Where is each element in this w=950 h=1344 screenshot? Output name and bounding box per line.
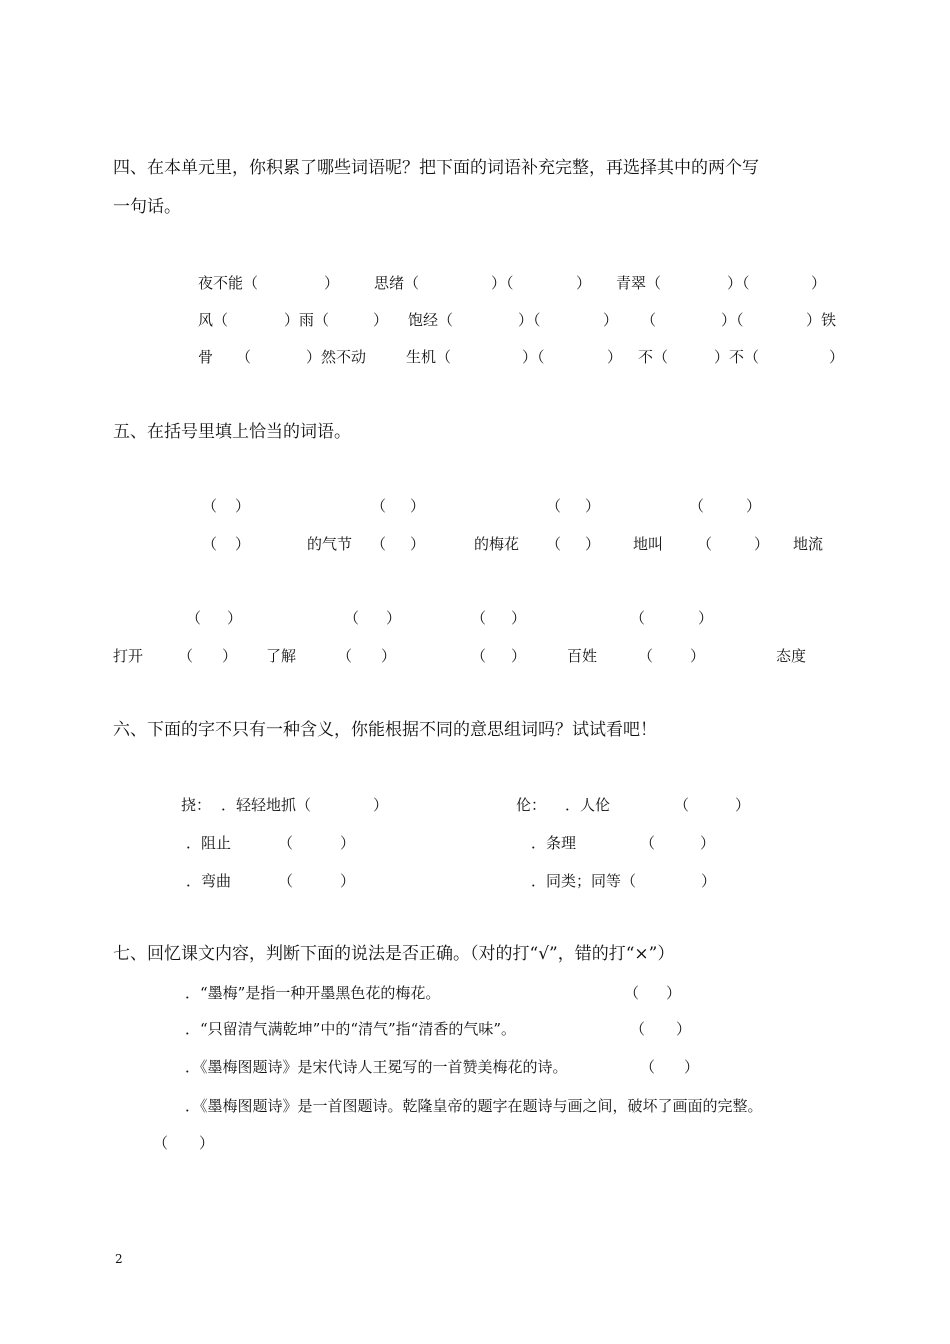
word-blank[interactable]: ） bbox=[324, 274, 340, 292]
blank-paren[interactable]: （ bbox=[471, 609, 487, 627]
blank-paren[interactable]: ） bbox=[746, 497, 762, 515]
section-4-title-line2: 一句话。 bbox=[113, 197, 181, 217]
statement-text: ．《墨梅图题诗》是宋代诗人王冕写的一首赞美梅花的诗。 bbox=[185, 1058, 568, 1076]
blank-paren[interactable]: ） bbox=[585, 497, 601, 515]
phrase-text: 了解 bbox=[266, 647, 297, 665]
word-blank[interactable]: 不（ bbox=[638, 348, 669, 366]
blank-paren[interactable]: （ bbox=[546, 497, 562, 515]
word-blank[interactable]: ） bbox=[576, 274, 592, 292]
char-lun-label: 伦： bbox=[516, 796, 547, 814]
meaning-blank[interactable]: （ bbox=[278, 872, 294, 890]
word-blank[interactable]: ）雨（ bbox=[284, 311, 330, 329]
meaning-blank[interactable]: ．轻轻地抓（ bbox=[221, 796, 312, 814]
phrase-text: 地流 bbox=[793, 535, 824, 553]
word-blank[interactable]: ） bbox=[607, 348, 623, 366]
blank-paren[interactable]: ） bbox=[410, 497, 426, 515]
statement-text: ．“只留清气满乾坤”中的“清气”指“清香的气味”。 bbox=[185, 1020, 517, 1038]
meaning-blank[interactable]: ） bbox=[340, 834, 356, 852]
blank-paren[interactable]: （ bbox=[202, 535, 218, 553]
page-number: 2 bbox=[115, 1252, 123, 1266]
blank-paren[interactable]: ） bbox=[386, 609, 402, 627]
word-blank[interactable]: ）铁 bbox=[806, 311, 837, 329]
word-blank[interactable]: 饱经（ bbox=[408, 311, 454, 329]
meaning-text: ．弯曲 bbox=[186, 872, 232, 890]
word-blank[interactable]: ） bbox=[811, 274, 827, 292]
blank-paren[interactable]: ） bbox=[511, 609, 527, 627]
section-4-title-line1: 四、在本单元里，你积累了哪些词语呢？把下面的词语补充完整，再选择其中的两个写 bbox=[113, 158, 759, 178]
meaning-blank[interactable]: （ bbox=[674, 796, 690, 814]
phrase-text: 地叫 bbox=[633, 535, 664, 553]
phrase-text: 的梅花 bbox=[474, 535, 520, 553]
phrase-text: 态度 bbox=[776, 647, 807, 665]
word-blank[interactable]: 夜不能（ bbox=[198, 274, 259, 292]
word-blank[interactable]: ）（ bbox=[522, 348, 545, 366]
meaning-blank[interactable]: （ bbox=[640, 834, 656, 852]
blank-paren[interactable]: ） bbox=[235, 497, 251, 515]
blank-paren[interactable]: （ bbox=[689, 497, 705, 515]
word-blank[interactable]: ）然不动 bbox=[306, 348, 367, 366]
phrase-text: 打开 bbox=[113, 647, 144, 665]
meaning-blank[interactable]: ） bbox=[701, 872, 717, 890]
blank-paren[interactable]: ） bbox=[381, 647, 397, 665]
word-blank[interactable]: ）（ bbox=[727, 274, 750, 292]
blank-paren[interactable]: （ bbox=[178, 647, 194, 665]
judgement-blank[interactable]: （ bbox=[153, 1134, 169, 1152]
blank-paren[interactable]: （ bbox=[630, 609, 646, 627]
judgement-blank[interactable]: ） bbox=[676, 1020, 692, 1038]
blank-paren[interactable]: ） bbox=[222, 647, 238, 665]
meaning-blank[interactable]: ） bbox=[735, 796, 751, 814]
judgement-blank[interactable]: （ bbox=[640, 1058, 656, 1076]
blank-paren[interactable]: （ bbox=[371, 497, 387, 515]
word-blank[interactable]: 思绪（ bbox=[374, 274, 420, 292]
blank-paren[interactable]: （ bbox=[337, 647, 353, 665]
meaning-text: ．人伦 bbox=[565, 796, 611, 814]
judgement-blank[interactable]: ） bbox=[684, 1058, 700, 1076]
statement-text: ．“墨梅”是指一种开墨黑色花的梅花。 bbox=[185, 984, 441, 1002]
section-5-title: 五、在括号里填上恰当的词语。 bbox=[113, 422, 351, 442]
word-blank[interactable]: 生机（ bbox=[406, 348, 452, 366]
blank-paren[interactable]: （ bbox=[344, 609, 360, 627]
judgement-blank[interactable]: ） bbox=[199, 1134, 215, 1152]
meaning-text: ．条理 bbox=[531, 834, 577, 852]
blank-paren[interactable]: ） bbox=[585, 535, 601, 553]
blank-paren[interactable]: ） bbox=[690, 647, 706, 665]
word-blank[interactable]: ） bbox=[373, 311, 389, 329]
blank-paren[interactable]: ） bbox=[511, 647, 527, 665]
judgement-blank[interactable]: （ bbox=[630, 1020, 646, 1038]
word-blank[interactable]: ）不（ bbox=[714, 348, 760, 366]
section-7-title: 七、回忆课文内容，判断下面的说法是否正确。（对的打“√”，错的打“×”） bbox=[113, 944, 675, 964]
meaning-blank[interactable]: ） bbox=[373, 796, 389, 814]
word-blank[interactable]: 骨 bbox=[198, 348, 214, 366]
phrase-text: 百姓 bbox=[567, 647, 598, 665]
word-blank[interactable]: 风（ bbox=[198, 311, 229, 329]
blank-paren[interactable]: ） bbox=[235, 535, 251, 553]
word-blank[interactable]: ）（ bbox=[518, 311, 541, 329]
blank-paren[interactable]: （ bbox=[697, 535, 713, 553]
word-blank[interactable]: ）（ bbox=[491, 274, 514, 292]
word-blank[interactable]: （ bbox=[641, 311, 657, 329]
blank-paren[interactable]: （ bbox=[471, 647, 487, 665]
meaning-blank[interactable]: ） bbox=[700, 834, 716, 852]
meaning-text: ．阻止 bbox=[186, 834, 232, 852]
statement-text: ．《墨梅图题诗》是一首图题诗。乾隆皇帝的题字在题诗与画之间，破坏了画面的完整。 bbox=[185, 1097, 763, 1115]
judgement-blank[interactable]: ） bbox=[666, 984, 682, 1002]
meaning-blank[interactable]: ） bbox=[340, 872, 356, 890]
blank-paren[interactable]: （ bbox=[546, 535, 562, 553]
blank-paren[interactable]: ） bbox=[698, 609, 714, 627]
section-6-title: 六、下面的字不只有一种含义，你能根据不同的意思组词吗？试试看吧！ bbox=[113, 720, 657, 740]
blank-paren[interactable]: ） bbox=[410, 535, 426, 553]
blank-paren[interactable]: （ bbox=[638, 647, 654, 665]
word-blank[interactable]: （ bbox=[236, 348, 252, 366]
meaning-blank[interactable]: ．同类；同等（ bbox=[531, 872, 637, 890]
word-blank[interactable]: ） bbox=[603, 311, 619, 329]
blank-paren[interactable]: （ bbox=[186, 609, 202, 627]
blank-paren[interactable]: ） bbox=[754, 535, 770, 553]
blank-paren[interactable]: ） bbox=[227, 609, 243, 627]
blank-paren[interactable]: （ bbox=[202, 497, 218, 515]
word-blank[interactable]: ） bbox=[829, 348, 845, 366]
phrase-text: 的气节 bbox=[307, 535, 353, 553]
word-blank[interactable]: ）（ bbox=[721, 311, 744, 329]
blank-paren[interactable]: （ bbox=[371, 535, 387, 553]
word-blank[interactable]: 青翠（ bbox=[616, 274, 662, 292]
meaning-blank[interactable]: （ bbox=[278, 834, 294, 852]
judgement-blank[interactable]: （ bbox=[624, 984, 640, 1002]
char-nao-label: 挠： bbox=[181, 796, 212, 814]
